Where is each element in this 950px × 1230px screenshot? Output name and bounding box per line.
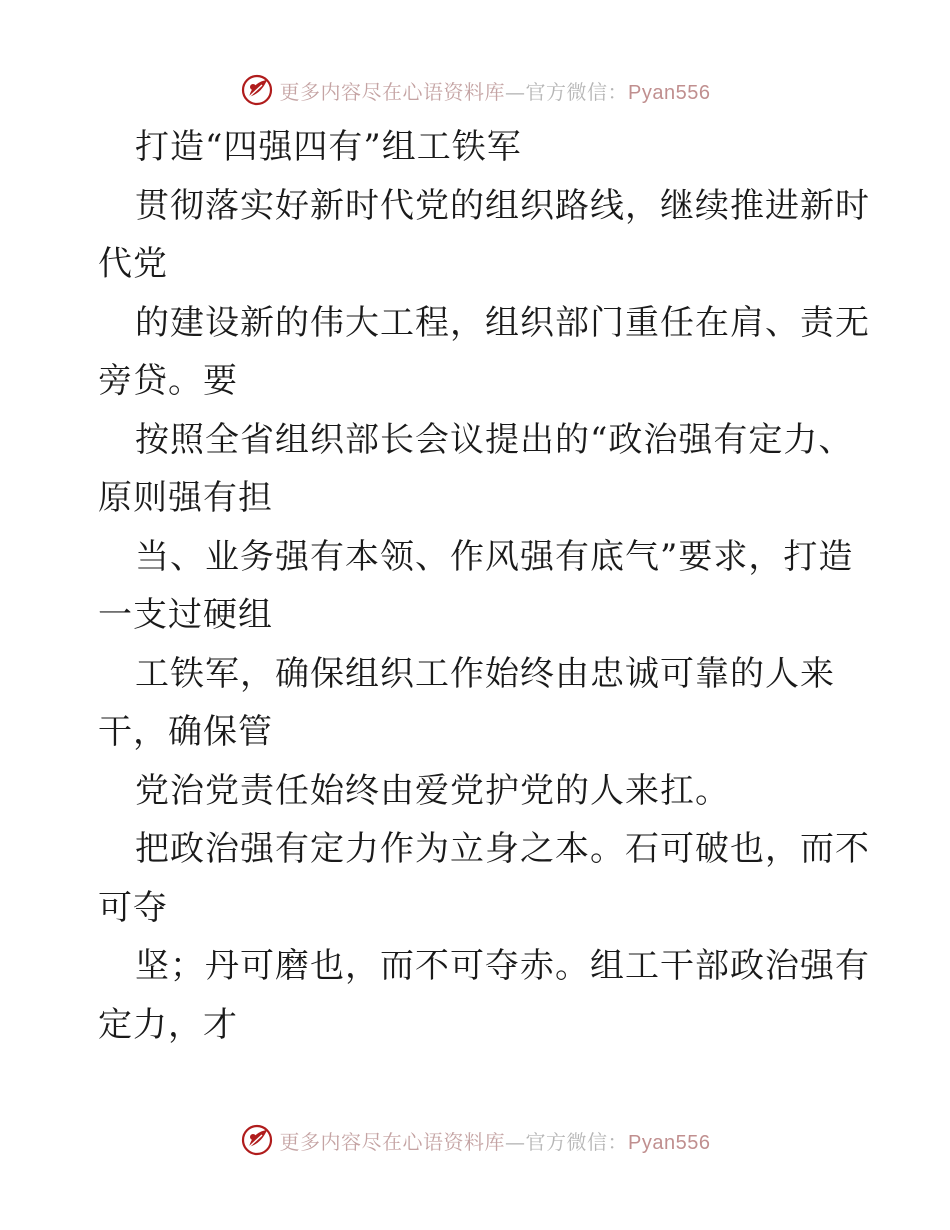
watermark-wechat-label: 官方微信： xyxy=(525,79,629,104)
leaf-logo-icon xyxy=(240,73,274,107)
watermark-wechat-id: Pyan556 xyxy=(628,1131,711,1154)
doc-line: 干，确保管 xyxy=(98,712,273,752)
watermark-text xyxy=(280,1126,711,1155)
header-watermark xyxy=(0,70,950,110)
doc-line: 可夺 xyxy=(98,887,168,928)
doc-line: 定力，才 xyxy=(98,1004,238,1045)
doc-line: 一支过硬组 xyxy=(98,595,273,635)
doc-line: 贯彻落实好新时代党的组织路线，继续推进新时 xyxy=(135,185,870,226)
doc-line: 原则强有担 xyxy=(98,478,273,518)
watermark-dash: — xyxy=(505,1129,526,1154)
watermark-site-text: 更多内容尽在心语资料库 xyxy=(279,79,506,104)
watermark-text xyxy=(280,76,711,105)
doc-line: 坚；丹可磨也，而不可夺赤。组工干部政治强有 xyxy=(135,946,870,986)
doc-line: 工铁军，确保组织工作始终由忠诚可靠的人来 xyxy=(135,653,835,694)
doc-line: 的建设新的伟大工程，组织部门重任在肩、责无 xyxy=(135,302,870,343)
watermark-wechat-label: 官方微信： xyxy=(525,1129,629,1154)
watermark-wechat-id: Pyan556 xyxy=(628,81,711,104)
doc-line: 把政治强有定力作为立身之本。石可破也，而不 xyxy=(135,829,870,869)
doc-line: 代党 xyxy=(98,244,168,284)
doc-title: 打造“四强四有”组工铁军 xyxy=(135,127,522,167)
footer-watermark xyxy=(0,1120,950,1160)
document-body xyxy=(98,118,870,1054)
watermark-dash: — xyxy=(505,79,526,104)
leaf-logo-icon xyxy=(240,1123,274,1157)
doc-line: 党治党责任始终由爱党护党的人来扛。 xyxy=(135,770,730,811)
watermark-site-text: 更多内容尽在心语资料库 xyxy=(279,1129,506,1154)
doc-line: 当、业务强有本领、作风强有底气”要求，打造 xyxy=(135,536,854,577)
doc-line: 按照全省组织部长会议提出的“政治强有定力、 xyxy=(135,419,854,460)
doc-line: 旁贷。要 xyxy=(98,361,238,401)
